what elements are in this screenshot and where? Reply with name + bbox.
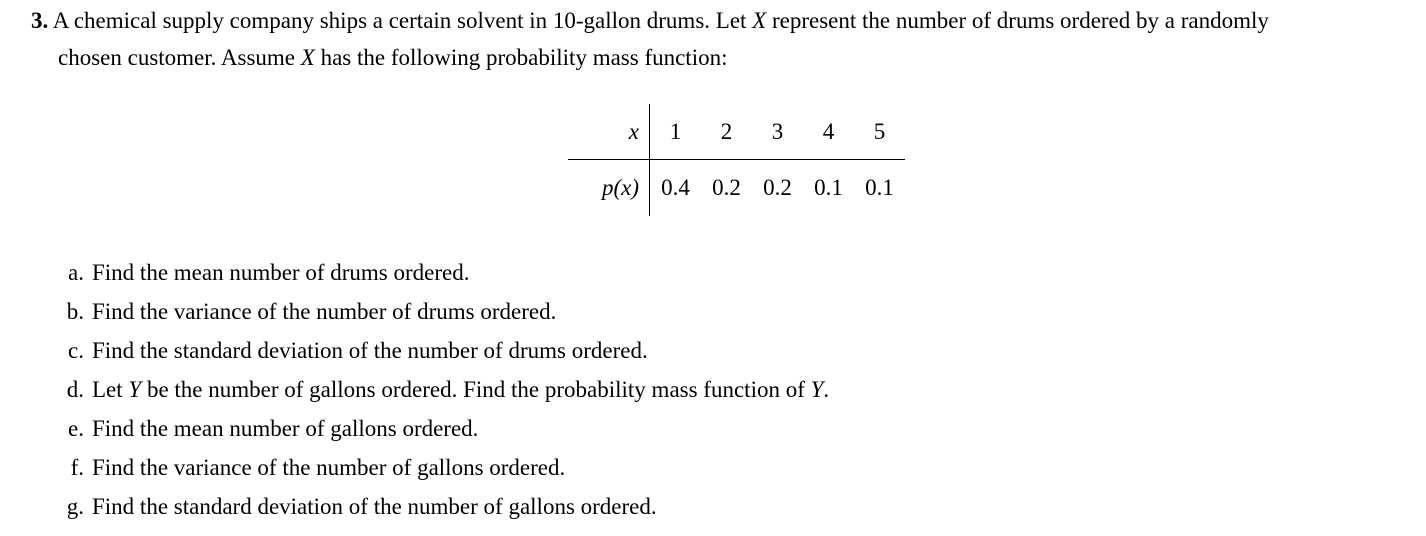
- problem-statement-line-2: [31, 39, 1411, 76]
- part-d-text-end: .: [823, 377, 830, 402]
- part-f-label: f.: [70, 455, 84, 480]
- part-f-text: Find the variance of the number of gallons ordered.: [92, 455, 566, 480]
- question-part-g: [58, 487, 829, 526]
- pmf-table-x-label: x: [568, 104, 650, 160]
- part-e-label: e.: [68, 416, 84, 441]
- part-g-label: g.: [66, 494, 84, 519]
- variable-y: Y: [810, 377, 824, 402]
- question-part-c: [58, 331, 829, 370]
- pmf-table-x-value-2: 2: [701, 104, 752, 160]
- part-a-text: Find the mean number of drums ordered.: [92, 260, 470, 285]
- part-d-text-mid: be the number of gallons ordered. Find the probability mass function of: [141, 377, 811, 402]
- pmf-table-x-value-4: 4: [803, 104, 854, 160]
- part-c-label: c.: [68, 338, 84, 363]
- part-g-text: Find the standard deviation of the number of gallons ordered.: [92, 494, 657, 519]
- part-d-text: [84, 370, 829, 409]
- variable-x: X: [752, 8, 767, 33]
- part-d-text-pre: Find the standard deviation of the number of drums ordered.: [92, 338, 648, 363]
- problem-statement-line-1: [31, 2, 1411, 39]
- question-part-e: [58, 409, 829, 448]
- question-part-b: [58, 292, 829, 331]
- part-c-text: [84, 331, 648, 370]
- part-a-label: a.: [68, 260, 84, 285]
- statement-text: chosen customer. Assume: [58, 45, 301, 70]
- problem-number: 3.: [31, 8, 49, 33]
- variable-x: X: [300, 45, 315, 70]
- pmf-table-x-value-5: 5: [854, 104, 905, 160]
- part-b-label: b.: [66, 299, 84, 324]
- question-parts-list: [58, 253, 829, 526]
- question-part-d: [58, 370, 829, 409]
- part-d-text-pre: Let: [92, 377, 129, 402]
- pmf-table-px-value-4: 0.1: [814, 175, 843, 200]
- pmf-table-x-value-1: 1: [650, 104, 701, 160]
- question-part-f: [58, 448, 829, 487]
- variable-y: Y: [128, 377, 142, 402]
- pmf-table-px-value-5: 0.1: [865, 175, 894, 200]
- pmf-table-px-label: p(x): [568, 160, 650, 216]
- part-e-text: Find the mean number of gallons ordered.: [92, 416, 479, 441]
- pmf-table-px-value-3: 0.2: [763, 175, 792, 200]
- part-b-text: Find the variance of the number of drums ordered.: [92, 299, 557, 324]
- problem-statement: [31, 2, 1411, 76]
- statement-text: has the following probability mass function:: [314, 45, 728, 70]
- part-d-label: d.: [66, 377, 84, 402]
- pmf-table-px-value-1: 0.4: [661, 175, 690, 200]
- pmf-table-px-value-2: 0.2: [712, 175, 741, 200]
- pmf-table-x-value-3: 3: [752, 104, 803, 160]
- pmf-table: [568, 104, 905, 216]
- statement-text: A chemical supply company ships a certain solvent in 10-gallon drums. Let: [52, 8, 753, 33]
- question-part-a: [58, 253, 829, 292]
- statement-text: represent the number of drums ordered by a randomly: [766, 8, 1269, 33]
